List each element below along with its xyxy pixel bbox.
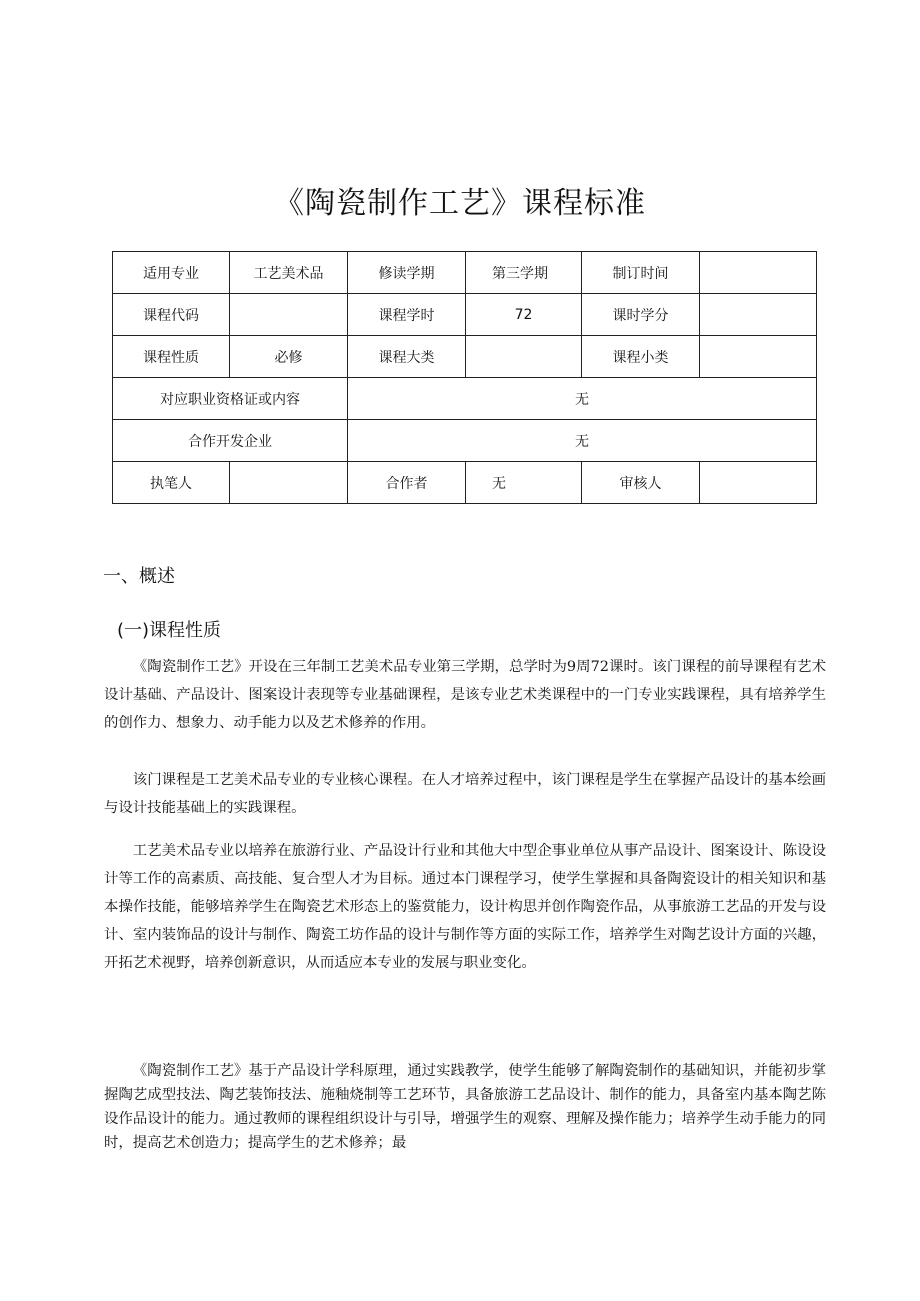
value-certificate: 无 [348,378,817,420]
paragraph: 该门课程是工艺美术品专业的专业核心课程。在人才培养过程中，该门课程是学生在掌握产品设计的基本绘画与设计技能基础上的实践课程。 [104,772,826,816]
label-credits: 课时学分 [582,294,700,336]
table-row [113,420,817,462]
section-heading-overview: 一、概述 [103,566,175,587]
table-row [113,378,817,420]
paragraph: 《陶瓷制作工艺》开设在三年制工艺美术品专业第三学期，总学时为9周72课时。该门课程的前导课程有艺术设计基础、产品设计、图案设计表现等专业基础课程，是该专业艺术类课程中的一门专业实践课程，具有培养学生的创作力、想象力、动手能力以及艺术修养的作用。 [104,659,826,731]
value-category [466,336,582,378]
subsection-heading-course-nature: (一)课程性质 [117,620,222,641]
value-code [230,294,348,336]
table-row [113,462,817,504]
value-credits [700,294,817,336]
label-subcategory: 课程小类 [582,336,700,378]
value-collaborator: 无 [466,462,582,504]
label-partner-company: 合作开发企业 [113,420,348,462]
value-semester: 第三学期 [466,252,582,294]
label-major: 适用专业 [113,252,230,294]
label-nature: 课程性质 [113,336,230,378]
label-code: 课程代码 [113,294,230,336]
value-date [700,252,817,294]
label-author: 执笔人 [113,462,230,504]
label-category: 课程大类 [348,336,466,378]
value-author [230,462,348,504]
paragraph: 《陶瓷制作工艺》基于产品设计学科原理，通过实践教学，使学生能够了解陶瓷制作的基础知识，并能初步掌握陶艺成型技法、陶艺装饰技法、施釉烧制等工艺环节，具备旅游工艺品设计、制作的能力，具备室内基本陶艺陈设作品设计的能力。通过教师的课程组织设计与引导，增强学生的观察、理解及操作能力；培养学生动手能力的同时，提高艺术创造力；提高学生的艺术修养；最 [104,1063,826,1151]
table-row [113,336,817,378]
value-major: 工艺美术品 [230,252,348,294]
value-reviewer [700,462,817,504]
course-info-table [112,251,817,504]
label-reviewer: 审核人 [582,462,700,504]
table-row [113,294,817,336]
label-date: 制订时间 [582,252,700,294]
label-certificate: 对应职业资格证或内容 [113,378,348,420]
label-semester: 修读学期 [348,252,466,294]
value-nature: 必修 [230,336,348,378]
label-hours: 课程学时 [348,294,466,336]
document-title: 《陶瓷制作工艺》课程标准 [274,186,646,221]
paragraph: 工艺美术品专业以培养在旅游行业、产品设计行业和其他大中型企事业单位从事产品设计、图案设计、陈设设计等工作的高素质、高技能、复合型人才为目标。通过本门课程学习，使学生掌握和具备陶瓷设计的相关知识和基本操作技能，能够培养学生在陶瓷艺术形态上的鉴赏能力，设计构思并创作陶瓷作品，从事旅游工艺品的开发与设计、室内装饰品的设计与制作、陶瓷工坊作品的设计与制作等方面的实际工作，培养学生对陶艺设计方面的兴趣，开拓艺术视野，培养创新意识，从而适应本专业的发展与职业变化。 [104,843,826,971]
label-collaborator: 合作者 [348,462,466,504]
table-row [113,252,817,294]
value-subcategory [700,336,817,378]
value-hours: 72 [466,294,582,336]
value-partner-company: 无 [348,420,817,462]
